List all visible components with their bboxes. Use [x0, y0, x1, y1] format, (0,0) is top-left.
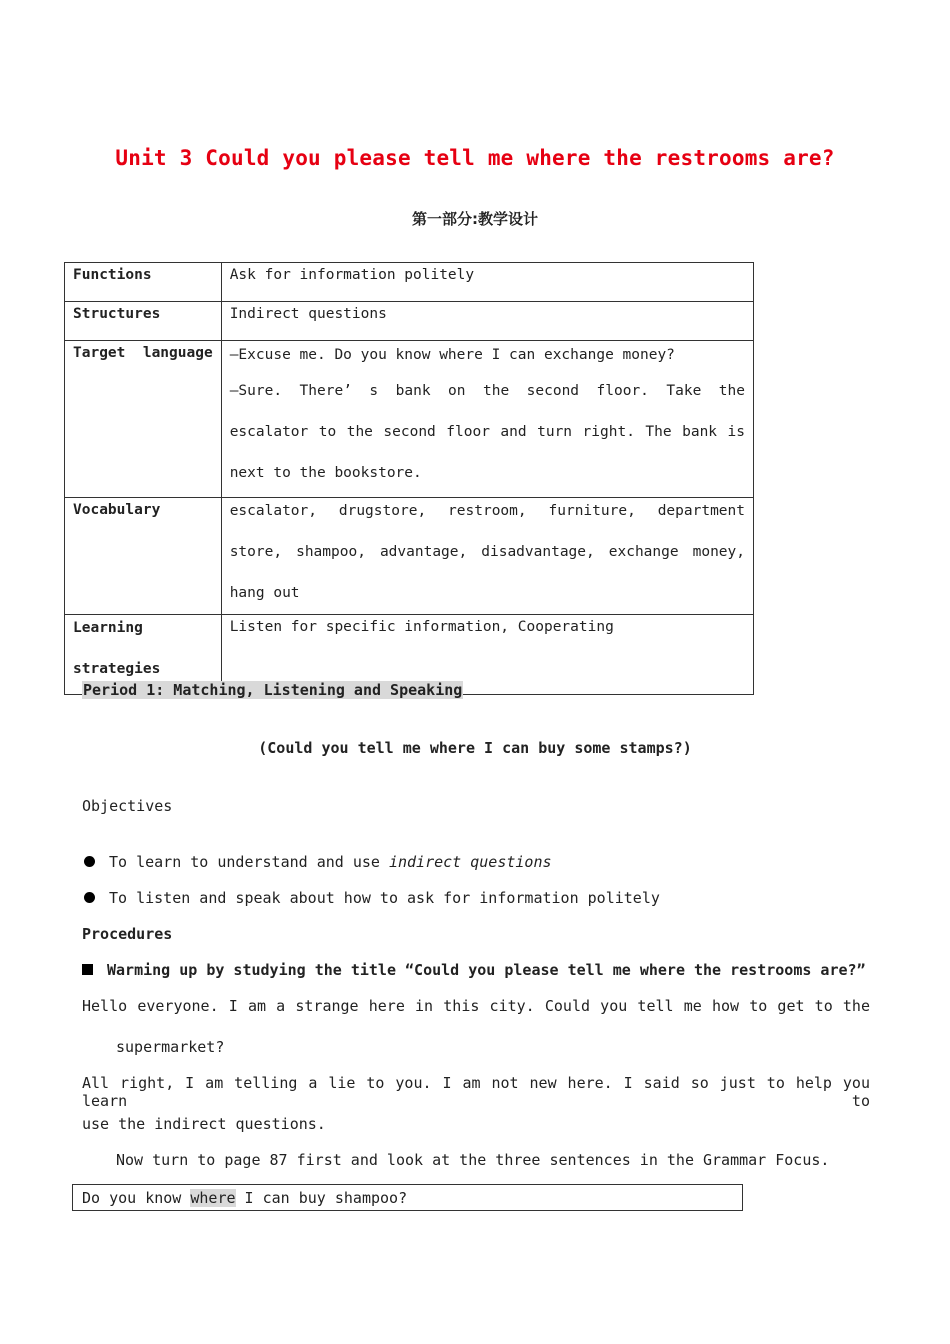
- learning-strategies-label-line2: strategies: [73, 661, 161, 677]
- paragraph-2-line-2: use the indirect questions.: [82, 1115, 326, 1133]
- learning-strategies-value: Listen for specific information, Cooperating: [221, 615, 753, 695]
- target-language-line2: —Sure. There’ s bank on the second floor. Take the escalator to the second floor and turn right. The bank is next to the bookstore.: [229, 383, 745, 481]
- objective-item-1-emphasis: indirect questions: [388, 853, 552, 871]
- grammar-sentence-start: Do you know: [82, 1189, 191, 1207]
- target-language-value: [221, 341, 753, 498]
- table-row-vocabulary: [65, 498, 754, 615]
- functions-value: Ask for information politely: [221, 263, 753, 302]
- table-row-structures: [65, 302, 754, 341]
- grammar-sentence-end: I can buy shampoo?: [235, 1189, 408, 1207]
- structures-value: Indirect questions: [221, 302, 753, 341]
- objectives-heading: Objectives: [82, 797, 173, 815]
- bullet-dot-icon: [84, 892, 95, 903]
- grammar-focus-box: [72, 1184, 743, 1211]
- vocabulary-label: Vocabulary: [65, 498, 222, 615]
- grammar-sentence: [82, 1189, 407, 1207]
- warming-up-step: [82, 961, 866, 979]
- table-row-target-language: [65, 341, 754, 498]
- structures-label: Structures: [65, 302, 222, 341]
- paragraph-1-line-2: supermarket?: [116, 1038, 225, 1056]
- objective-item-2: [84, 889, 660, 907]
- objective-item-2-text: To listen and speak about how to ask for information politely: [109, 889, 660, 907]
- objective-item-1-text: To learn to understand and use: [109, 853, 389, 871]
- table-row-functions: [65, 263, 754, 302]
- square-bullet-icon: [82, 964, 93, 975]
- vocabulary-text: escalator, drugstore, restroom, furniture, department store, shampoo, advantage, disadvantage, exchange money, hang out: [229, 503, 745, 601]
- section-subtitle: 第一部分:教学设计: [412, 210, 538, 228]
- paragraph-3: Now turn to page 87 first and look at the three sentences in the Grammar Focus.: [116, 1151, 830, 1169]
- vocabulary-value: [221, 498, 753, 615]
- bullet-dot-icon: [84, 856, 95, 867]
- target-language-line1: —Excuse me. Do you know where I can exchange money?: [229, 347, 675, 363]
- period-question: (Could you tell me where I can buy some stamps?): [258, 739, 692, 757]
- period-heading: Period 1: Matching, Listening and Speaking: [83, 681, 463, 699]
- grammar-highlight-word: where: [190, 1189, 236, 1207]
- paragraph-2-line-1: All right, I am telling a lie to you. I am not new here. I said so just to help you learn to: [82, 1074, 870, 1110]
- learning-strategies-label-line1: Learning: [73, 620, 143, 636]
- objective-item-1: [84, 853, 552, 871]
- document-title: Unit 3 Could you please tell me where the restrooms are?: [115, 146, 835, 170]
- functions-label: Functions: [65, 263, 222, 302]
- target-language-label: Target language: [65, 341, 222, 498]
- paragraph-1-line-1: Hello everyone. I am a strange here in this city. Could you tell me how to get to the: [82, 997, 870, 1015]
- procedures-heading: Procedures: [82, 925, 173, 943]
- lesson-info-table: [64, 262, 754, 695]
- warming-up-text: Warming up by studying the title “Could you please tell me where the restrooms are?”: [107, 961, 866, 979]
